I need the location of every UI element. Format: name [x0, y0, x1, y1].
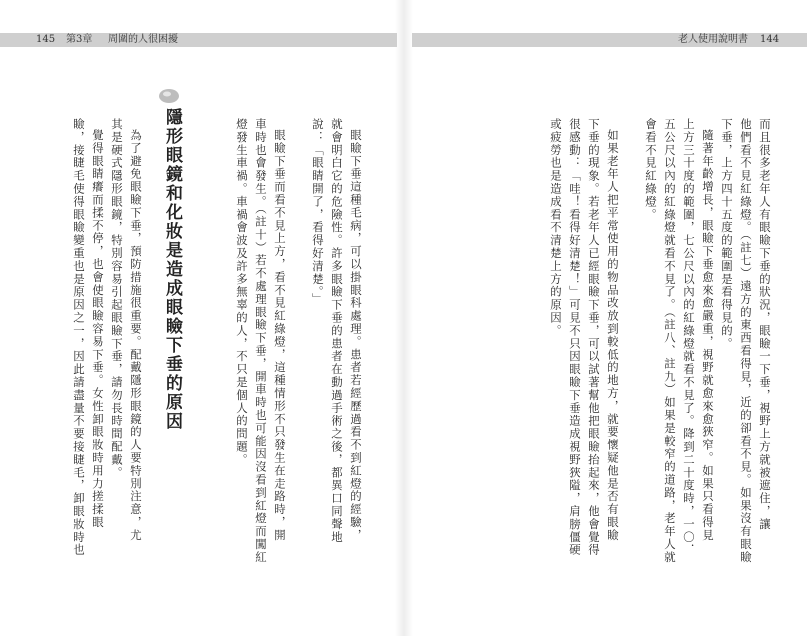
right-page-column: 會看不見紅綠燈。 [644, 118, 658, 222]
left-page-column: 車時也會發生。（註十）若不處理眼瞼下垂，開車時也可能因沒看到紅燈而闖紅 [254, 118, 268, 564]
right-page-column: 或疲勞也是造成看不清楚上方的原因。 [549, 118, 563, 338]
left-page-column: 就會明白它的危險性。許多眼瞼下垂的患者在動過手術之後，都異口同聲地 [330, 118, 344, 544]
right-page-column: 上方三十度的範圍，七公尺以內的紅綠燈就看不見了。降到二十度時，一〇． [682, 118, 696, 557]
left-page-column: 說：「眼睛開了，看得好清楚。」 [311, 118, 325, 306]
left-page-column: 瞼，接睫毛使得眼瞼變重也是原因之一，因此請盡量不要接睫毛，卸眼妝時也 [72, 118, 86, 557]
left-page-column: 眼瞼下垂這種毛病，可以掛眼科處理。患者若經歷過看不到紅燈的經驗， [349, 129, 363, 542]
chapter-label: 第3章 [66, 34, 93, 45]
right-page-column: 如果老年人把平常使用的物品改放到較低的地方，就要懷疑他是否有眼瞼 [606, 129, 620, 542]
page-gutter [395, 0, 413, 636]
right-page-column: 隨著年齡增長，眼瞼下垂愈來愈嚴重，視野就愈來愈狹窄。如果只看得見 [701, 129, 715, 542]
left-page-number: 145 [36, 34, 56, 45]
chapter-title: 周圍的人很困擾 [108, 34, 178, 45]
section-heading: 隱形眼鏡和化妝是造成眼瞼下垂的原因 [162, 108, 182, 431]
left-page-column: 燈發生車禍。車禍會波及許多無辜的人，不只是個人的問題。 [235, 118, 249, 467]
right-page-column: 他們看不見紅綠燈。（註七）遠方的東西看得見，近的卻看不見。如果沒有眼瞼 [739, 118, 753, 564]
left-page-column: 覺得眼睛癢而揉不停，也會使眼瞼容易下垂。女性卸眼妝時用力搓揉眼 [91, 129, 105, 529]
right-page-number: 144 [760, 34, 780, 45]
book-title: 老人使用說明書 [678, 34, 748, 45]
left-header-bar [0, 33, 397, 47]
left-page-column: 眼瞼下垂而看不見上方，看不見紅綠燈，這種情形不只發生在走路時，開 [273, 129, 287, 542]
right-page-column: 很感動：「哇！看得好清楚！」可見不只因眼瞼下垂造成視野狹隘，肩膀僵硬 [568, 118, 582, 557]
heading-bullet-icon [158, 88, 180, 104]
left-page-column: 為了避免眼瞼下垂，預防措施很重要。配戴隱形眼鏡的人要特別注意，尤 [129, 129, 143, 542]
left-page-column: 其是硬式隱形眼鏡，特別容易引起眼瞼下垂，請勿長時間配戴。 [110, 118, 124, 480]
right-page-column: 五公尺以內的紅綠燈就看不見了。（註八、註九）如果是較窄的道路，老年人就 [663, 118, 677, 564]
right-page-column: 下垂，上方四十五度的範圍是看得見的。 [720, 118, 734, 351]
right-page-column: 下垂的現象。若老年人已經眼瞼下垂，可以試著幫他把眼瞼抬起來，他會覺得 [587, 118, 601, 557]
right-page-column: 而且很多老年人有眼瞼下垂的狀況，眼瞼一下垂，視野上方就被遮住，讓 [758, 118, 772, 531]
